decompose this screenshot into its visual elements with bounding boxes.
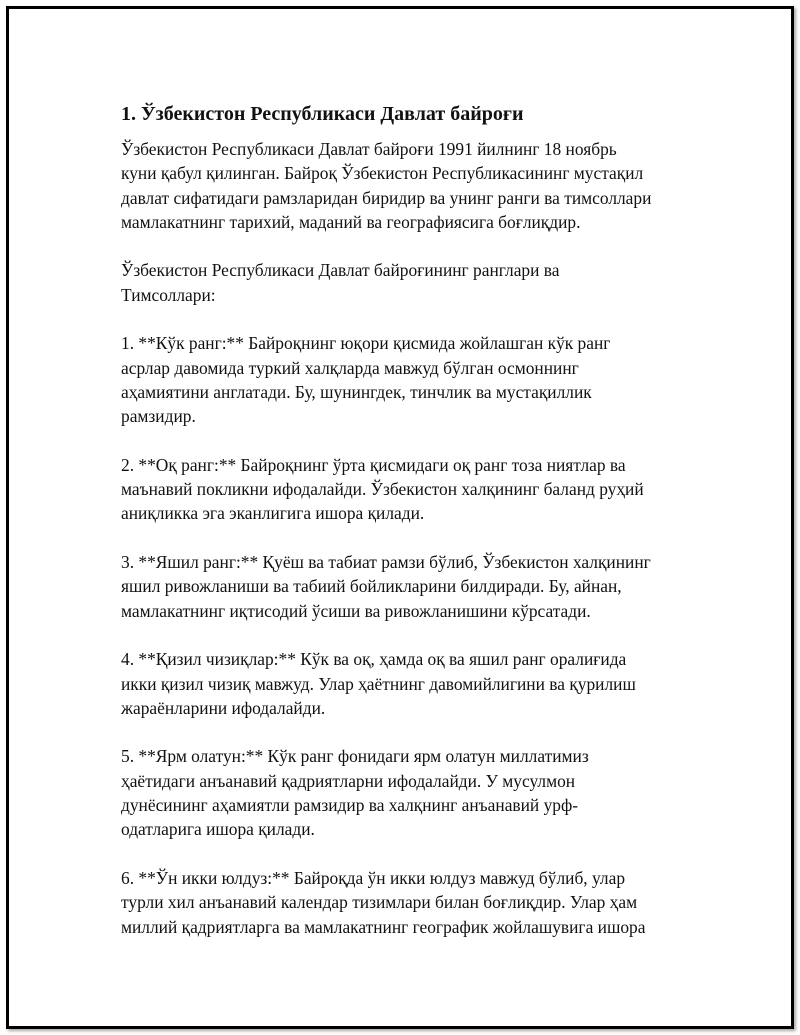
list-item-stars: 6. **Ўн икки юлдуз:** Байроқда ўн икки юлдуз мавжуд бўлиб, улар турли хил анъанавий календар тизимлари билан боғлиқдир. Улар ҳам миллий қадриятларга ва мамлакатнинг географик жойлашувига ишора xyxy=(121,867,646,937)
intro-paragraph: Ўзбекистон Республикаси Давлат байроғи 1991 йилнинг 18 ноябрь куни қабул қилинган. Байроқ Ўзбекистон Республикасининг мустақил давлат сифатидаги рамзларидан биридир ва унинг ранги ва тимсоллари мамлакатнинг тарихий, маданий ва географиясига боғлиқдир. xyxy=(121,139,652,232)
document-body xyxy=(121,101,711,963)
list-item-crescent: 5. **Ярм олатун:** Кўк ранг фонидаги ярм олатун миллатимиз ҳаётидаги анъанавий қадриятларни ифодалайди. У мусулмон дунёсининг аҳамиятли рамзидир ва халқнинг анъанавий урф- одатларига ишора қилади. xyxy=(121,746,589,840)
list-item-white: 2. **Оқ ранг:** Байроқнинг ўрта қисмидаги оқ ранг тоза ниятлар ва маънавий покликни ифодалайди. Ўзбекистон халқининг баланд руҳий аниқликка эга эканлигига ишора қилади. xyxy=(121,454,644,524)
document-page xyxy=(6,6,794,1029)
section-heading: 1. Ўзбекистон Республикаси Давлат байроғи xyxy=(121,103,524,125)
list-item-red-lines: 4. **Қизил чизиқлар:** Кўк ва оқ, ҳамда оқ ва яшил ранг оралиғида икки қизил чизиқ мавжуд. Улар ҳаётнинг давомийлигини ва қурилиш жараёнларини ифодалайди. xyxy=(121,649,636,718)
colors-intro-paragraph: Ўзбекистон Республикаси Давлат байроғининг ранглари ва Тимсоллари: xyxy=(121,260,560,305)
list-item-blue: 1. **Кўк ранг:** Байроқнинг юқори қисмида жойлашган кўк ранг асрлар давомида туркий халқларда мавжуд бўлган осмоннинг аҳамиятини англатади. Бу, шунингдек, тинчлик ва мустақиллик рамзидир. xyxy=(121,333,611,427)
list-item-green: 3. **Яшил ранг:** Қуёш ва табиат рамзи бўлиб, Ўзбекистон халқининг яшил ривожланиши ва табиий бойликларини билдиради. Бу, айнан, мамлакатнинг иқтисодий ўсиши ва ривожланишини кўрсатади. xyxy=(121,552,651,621)
